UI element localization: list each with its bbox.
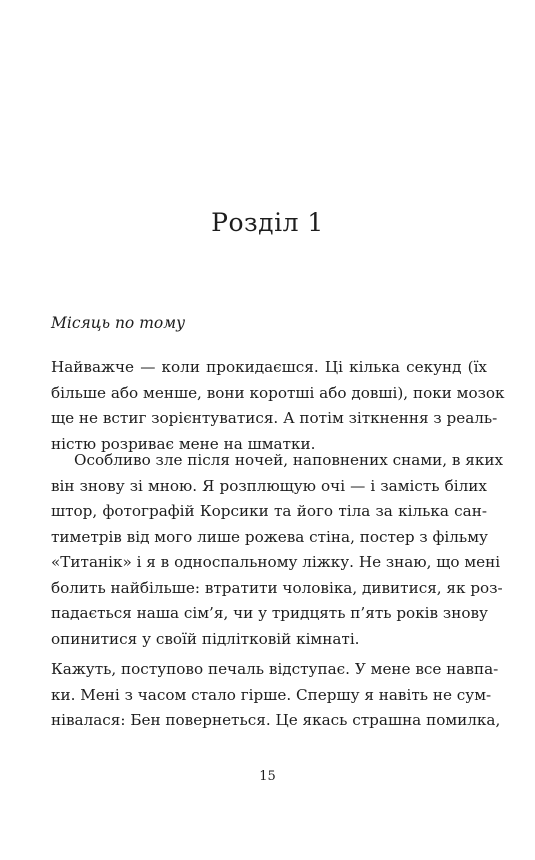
- chapter-title: Розділ 1: [211, 208, 324, 237]
- paragraph-line: більше або менше, вони коротші або довші), поки мозок: [51, 383, 505, 402]
- paragraph-line: опинитися у своїй підлітковій кімнаті.: [51, 629, 360, 648]
- paragraph-line: штор, фотографій Корсики та його тіла за кілька сан-: [51, 502, 487, 520]
- paragraph-line: ністю розриває мене на шматки.: [51, 434, 316, 453]
- chapter-subtitle: Місяць по тому: [51, 314, 186, 332]
- paragraph-line: падається наша сім’я, чи у тридцять п’ять років знову: [51, 604, 488, 622]
- paragraph-line: тиметрів від мого лише рожева стіна, постер з фільму: [51, 527, 488, 546]
- paragraph-3: [51, 657, 501, 734]
- paragraph-line: Особливо зле після ночей, наповнених снами, в яких: [74, 451, 504, 469]
- paragraph-line: він знову зі мною. Я розплющую очі — і замість білих: [51, 476, 487, 495]
- paragraph-line: ки. Мені з часом стало гірше. Спершу я навіть не сум-: [51, 685, 492, 704]
- paragraph-line: «Титанік» і я в односпальному ліжку. Не знаю, що мені: [51, 553, 501, 571]
- paragraph-line: Кажуть, поступово печаль відступає. У мене все навпа-: [51, 660, 499, 678]
- paragraph-line: нівалася: Бен повернеться. Це якась страшна помилка,: [51, 711, 501, 729]
- paragraph-line: ще не встиг зорієнтуватися. А потім зіткнення з реаль-: [51, 409, 498, 427]
- paragraph-2: [51, 448, 504, 652]
- page-number: 15: [259, 769, 276, 784]
- paragraph-1: [51, 355, 505, 457]
- paragraph-line: болить найбільше: втратити чоловіка, дивитися, як роз-: [51, 578, 503, 597]
- paragraph-line: Найважче — коли прокидаєшся. Ці кілька секунд (їх: [51, 358, 487, 376]
